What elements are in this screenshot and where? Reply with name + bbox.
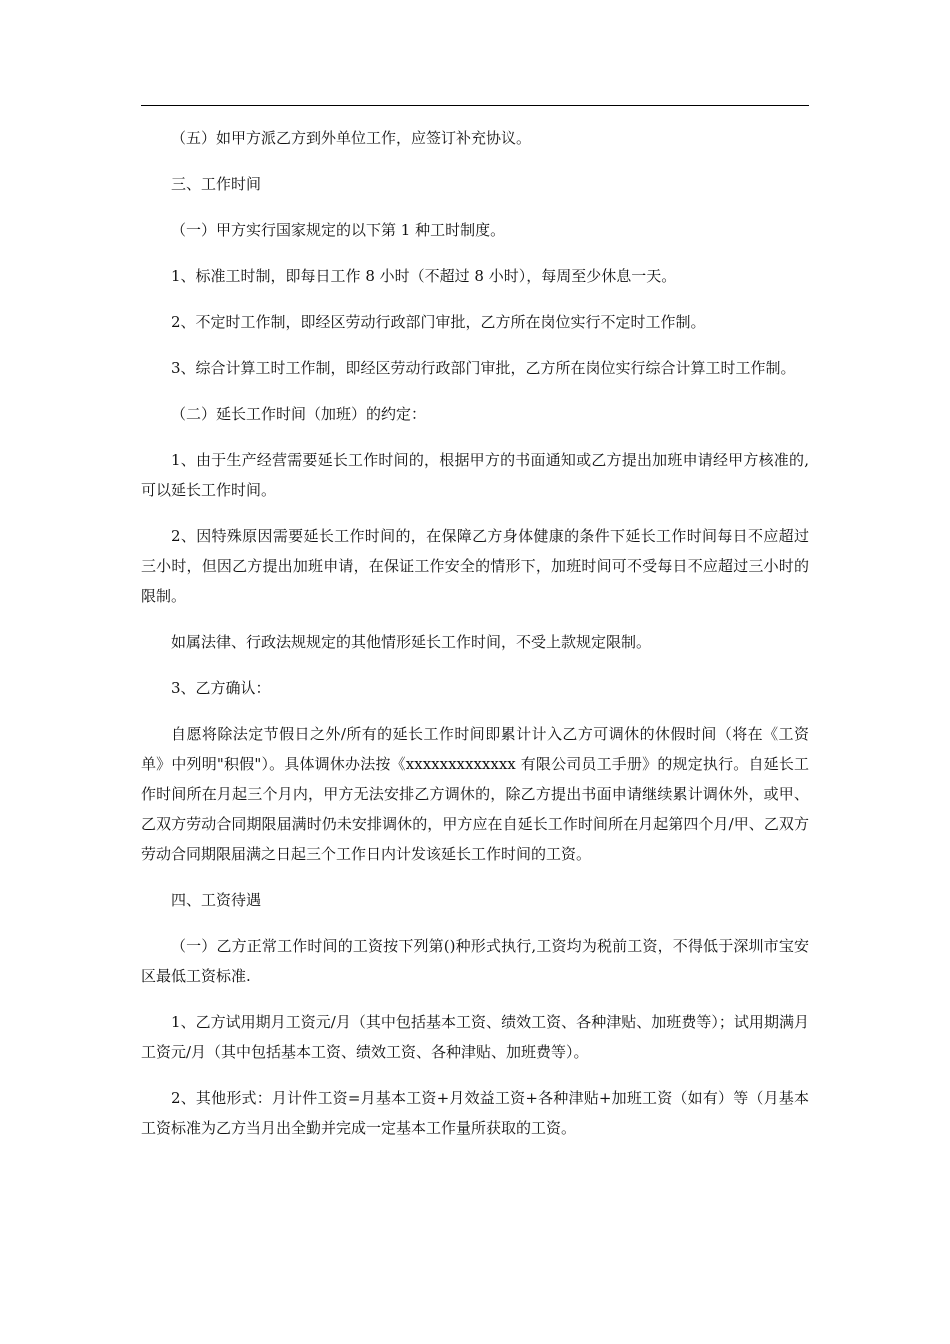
header-rule xyxy=(141,105,809,106)
paragraph-probation-wage: 1、乙方试用期月工资元/月（其中包括基本工资、绩效工资、各种津贴、加班费等）；试用期满月工资元/月（其中包括基本工资、绩效工资、各种津贴、加班费等）。 xyxy=(141,1013,809,1061)
document-body xyxy=(141,117,809,1143)
paragraph-overtime-legal-exceptions: 如属法律、行政法规规定的其他情形延长工作时间，不受上款规定限制。 xyxy=(171,633,652,651)
paragraph-comprehensive-hours: 3、综合计算工时工作制，即经区劳动行政部门审批，乙方所在岗位实行综合计算工时工作制。 xyxy=(171,359,796,377)
paragraph-standard-hours: 1、标准工时制，即每日工作 8 小时（不超过 8 小时），每周至少休息一天。 xyxy=(171,267,677,285)
paragraph-piecework-wage: 2、其他形式：月计件工资=月基本工资+月效益工资+各种津贴+加班工资（如有）等（月基本工资标准为乙方当月出全勤并完成一定基本工作量所获取的工资。 xyxy=(141,1089,809,1137)
paragraph-overtime-production-need: 1、由于生产经营需要延长工作时间的，根据甲方的书面通知或乙方提出加班申请经甲方核准的,可以延长工作时间。 xyxy=(141,451,809,499)
paragraph-flexible-hours: 2、不定时工作制，即经区劳动行政部门审批，乙方所在岗位实行不定时工作制。 xyxy=(171,313,706,331)
section-heading-working-hours: 三、工作时间 xyxy=(171,175,262,193)
section-heading-wages: 四、工资待遇 xyxy=(171,891,262,909)
paragraph-compensatory-leave: 自愿将除法定节假日之外/所有的延长工作时间即累计计入乙方可调休的休假时间（将在《工资单》中列明"积假"）。具体调休办法按《xxxxxxxxxxxxx 有限公司员工手册》的规定执行。自延长工作时间所在月起三个月内，甲方无法安排乙方调休的，除乙方提出书面申请继续累计调休外，或甲、乙双方劳动合同期限届满时仍未安排调休的，甲方应在自延长工作时间所在月起第四个月/甲、乙双方劳动合同期限届满之日起三个工作日内计发该延长工作时间的工资。 xyxy=(141,725,809,863)
paragraph-overtime-agreement: （二）延长工作时间（加班）的约定： xyxy=(171,405,427,423)
paragraph-working-hours-system: （一）甲方实行国家规定的以下第 1 种工时制度。 xyxy=(171,221,506,239)
paragraph-wage-form: （一）乙方正常工作时间的工资按下列第()种形式执行,工资均为税前工资，不得低于深圳市宝安区最低工资标准. xyxy=(141,937,809,985)
paragraph-overtime-special-reasons: 2、因特殊原因需要延长工作时间的，在保障乙方身体健康的条件下延长工作时间每日不应超过三小时，但因乙方提出加班申请，在保证工作安全的情形下，加班时间可不受每日不应超过三小时的限制。 xyxy=(141,527,809,605)
paragraph-clause-5-assignment: （五）如甲方派乙方到外单位工作，应签订补充协议。 xyxy=(171,129,532,147)
paragraph-party-b-confirms: 3、乙方确认： xyxy=(171,679,271,697)
